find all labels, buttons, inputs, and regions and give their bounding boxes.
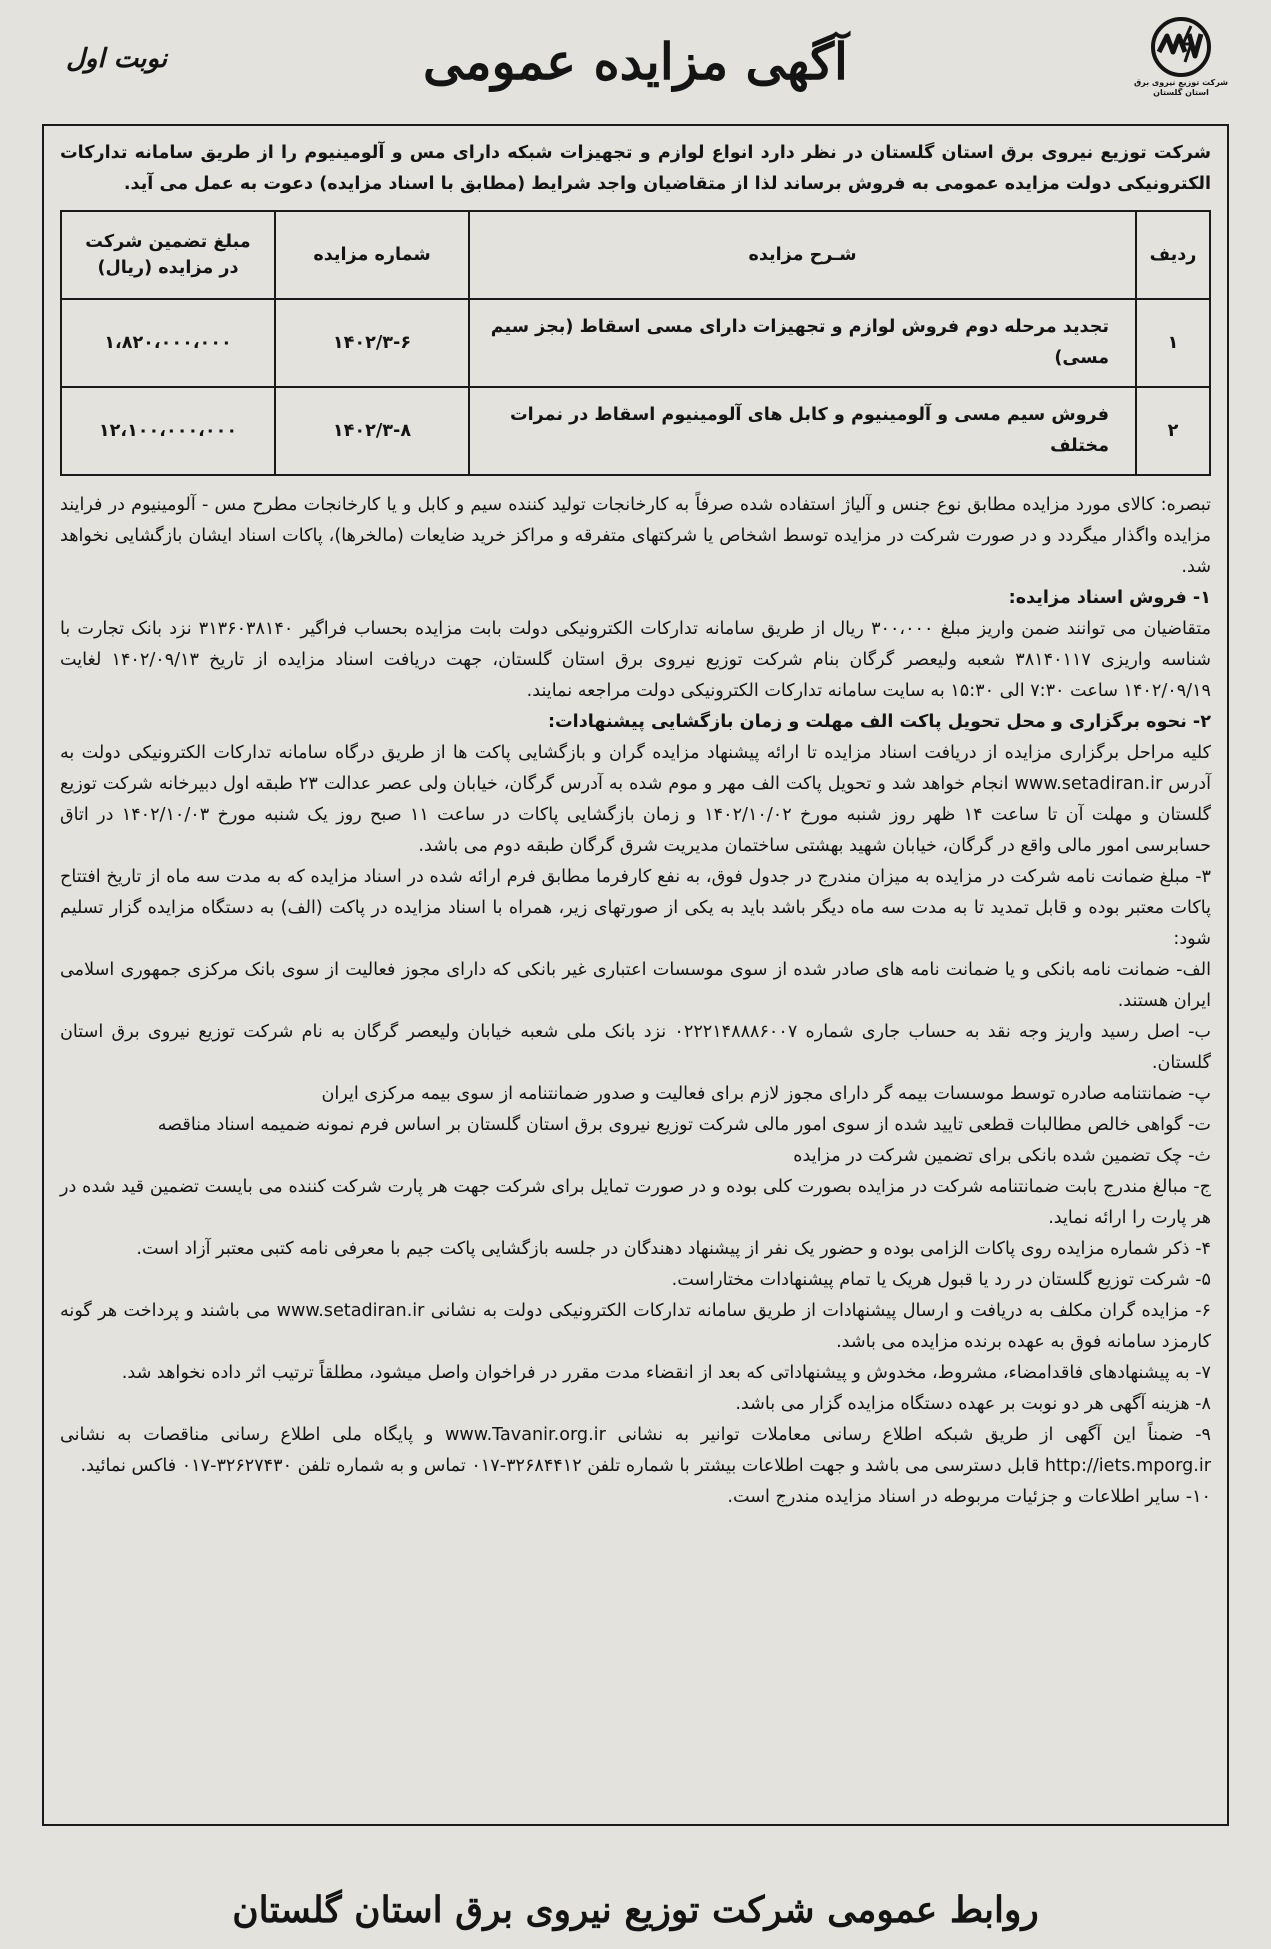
footer-signature: روابط عمومی شرکت توزیع نیروی برق استان گلستان — [232, 1889, 1039, 1931]
section-2-body: کلیه مراحل برگزاری مزایده از دریافت اسناد مزایده تا ارائه پیشنهاد مزایده گران و بازگشایی پاکت ها از طریق درگاه سامانه تدارکات الکترونیکی دولت به آدرس www.setadiran.ir انجام خواهد شد و تحویل پاکت الف مهر و موم شده به آدرس گرگان، خیابان ولی عصر عدالت ۲۳ طبقه اول دبیرخانه شرکت توزیع گلستان و مهلت آن تا ساعت ۱۴ ظهر روز شنبه مورخ ۱۴۰۲/۱۰/۰۲ و زمان بازگشایی پاکات در ساعت ۱۱ صبح روز یک شنبه مورخ ۱۴۰۲/۱۰/۰۳ در اتاق حسابرسی امور مالی واقع در گرگان، خیابان شهید بهشتی ساختمان مدیریت شرق گرگان طبقه دوم می باشد. — [60, 743, 1212, 856]
note-paragraph: تبصره: کالای مورد مزایده مطابق نوع جنس و آلیاژ استفاده شده صرفاً به کارخانجات تولید کننده سیم و کابل و یا کارخانجات مطرح مس - آلومینیوم در فرایند مزایده واگذار میگردد و در صورت شرکت در مزایده توسط اشخاص یا شرکتهای متفرقه و مراکز خرید ضایعات (مالخرها)، پاکات اسناد ایشان بازگشایی نخواهد شد. — [60, 495, 1211, 577]
header — [30, 14, 1241, 114]
col-header-auction-number: شماره مزایده — [275, 211, 469, 299]
notice-box — [42, 124, 1229, 1826]
section-3: ۳- مبلغ ضمانت نامه شرکت در مزایده به میزان مندرج در جدول فوق، به نفع کارفرما مطابق فرم ارائه شده در اسناد مزایده که به مدت سه ماه از تاریخ افتتاح پاکات معتبر بوده و قابل تمدید تا به مدت سه ماه دیگر باشد باید به یکی از صورتهای زیر، همراه با اسناد مزایده در پاکت (الف) به دستگاه مزایده گزار تسلیم شود: — [60, 867, 1211, 949]
table-row — [61, 387, 1210, 475]
cell-guarantee-amount: ۱۲،۱۰۰،۰۰۰،۰۰۰ — [61, 387, 275, 475]
section-6: ۶- مزایده گران مکلف به دریافت و ارسال پیشنهادات از طریق سامانه تدارکات الکترونیکی دولت به نشانی www.setadiran.ir می باشند و پرداخت هر گونه کارمزد سامانه فوق به عهده برنده مزایده می باشد. — [60, 1301, 1211, 1352]
section-3-item-a: الف- ضمانت نامه بانکی و یا ضمانت نامه های صادر شده از سوی موسسات اعتباری غیر بانکی که دارای مجوز فعالیت از سوی بانک مرکزی جمهوری اسلامی ایران هستند. — [60, 960, 1211, 1011]
section-3-item-j: ج- مبالغ مندرج بابت ضمانتنامه شرکت در مزایده بصورت کلی بوده و در صورت تمایل برای شرکت جهت هر پارت شرکت کننده می بایست تضمین قید شده در هر پارت را ارائه نماید. — [60, 1177, 1211, 1228]
guarantee-header-line-2: در مزایده (ریال) — [97, 258, 239, 278]
section-3-item-p: پ- ضمانتنامه صادره توسط موسسات بیمه گر دارای مجوز لازم برای فعالیت و صدور ضمانتنامه از سوی بیمه مرکزی ایران — [321, 1084, 1211, 1104]
guarantee-header-line-1: مبلغ تضمین شرکت — [85, 232, 251, 252]
section-3-item-b: ب- اصل رسید واریز وجه نقد به حساب جاری شماره ۰۲۲۲۱۴۸۸۸۶۰۰۷ نزد بانک ملی شعبه خیابان ولیعصر گرگان به نام شرکت توزیع نیروی برق استان گلستان. — [60, 1022, 1211, 1073]
section-3-item-th: ث- چک تضمین شده بانکی برای تضمین شرکت در مزایده — [793, 1146, 1211, 1166]
logo-text-2: استان گلستان — [1153, 88, 1209, 97]
cell-auction-number: ۱۴۰۲/۳-۶ — [275, 299, 469, 387]
section-5: ۵- شرکت توزیع گلستان در رد یا قبول هریک یا تمام پیشنهادات مختاراست. — [671, 1270, 1211, 1290]
section-4: ۴- ذکر شماره مزایده روی پاکات الزامی بوده و حضور یک نفر از پیشنهاد دهندگان در جلسه بازگشایی پاکت جیم با معرفی نامه کتبی معتبر آزاد است. — [136, 1239, 1211, 1259]
section-8: ۸- هزینه آگهی هر دو نوبت بر عهده دستگاه مزایده گزار می باشد. — [735, 1394, 1211, 1414]
section-10: ۱۰- سایر اطلاعات و جزئیات مربوطه در اسناد مزایده مندرج است. — [727, 1487, 1211, 1507]
logo-text-1: شرکت توزیع نیروی برق — [1133, 78, 1229, 87]
col-header-guarantee-amount — [61, 211, 275, 299]
auction-items-table — [60, 210, 1211, 476]
cell-guarantee-amount: ۱،۸۲۰،۰۰۰،۰۰۰ — [61, 299, 275, 387]
col-header-description: شـرح مزایده — [469, 211, 1136, 299]
cell-description: تجدید مرحله دوم فروش لوازم و تجهیزات دارای مسی اسقاط (بجز سیم مسی) — [469, 299, 1136, 387]
table-row — [61, 299, 1210, 387]
section-3-item-t: ت- گواهی خالص مطالبات قطعی تایید شده از سوی امور مالی شرکت توزیع نیروی برق استان گلستان بر اساس فرم نمونه ضمیمه اسناد مناقصه — [157, 1115, 1211, 1135]
section-9: ۹- ضمناً این آگهی از طریق شبکه اطلاع رسانی معاملات توانیر به نشانی www.Tavanir.org.ir و پایگاه ملی اطلاع رسانی مناقصات به نشانی http://iets.mporg.ir قابل دسترسی می باشد و جهت اطلاعات بیشتر با شماره تلفن ۳۲۶۸۴۴۱۲-۰۱۷ تماس و به شماره تلفن ۳۲۶۲۷۴۳۰-۰۱۷ فاکس نمائید. — [60, 1425, 1211, 1476]
cell-row-number: ۲ — [1136, 387, 1210, 475]
intro-paragraph: شرکت توزیع نیروی برق استان گلستان در نظر دارد انواع لوازم و تجهیزات شبکه دارای مس و آلومینیوم را از طریق سامانه تدارکات الکترونیکی دولت مزایده عمومی به فروش برساند لذا از متقاضیان واجد شرایط (مطابق با اسناد مزایده) دعوت به عمل می آید. — [60, 143, 1211, 194]
section-7: ۷- به پیشنهادهای فاقدامضاء، مشروط، مخدوش و پیشنهاداتی که بعد از انقضاء مدت مقرر در فراخوان واصل میشود، مطلقاً ترتیب اثر داده نخواهد شد. — [121, 1363, 1211, 1383]
cell-auction-number: ۱۴۰۲/۳-۸ — [275, 387, 469, 475]
cell-row-number: ۱ — [1136, 299, 1210, 387]
page-title: آگهی مزایده عمومی — [423, 32, 848, 91]
publication-round: نوبت اول — [66, 44, 168, 74]
cell-description: فروش سیم مسی و آلومینیوم و کابل های آلومینیوم اسقاط در نمرات مختلف — [469, 387, 1136, 475]
col-header-row-number: ردیف — [1136, 211, 1210, 299]
section-1-body: متقاضیان می توانند ضمن واریز مبلغ ۳۰۰،۰۰۰ ریال از طریق سامانه تدارکات الکترونیکی دولت بابت مزایده بحساب فراگیر ۳۱۳۶۰۳۸۱۴۰ نزد بانک تجارت با شناسه واریزی ۳۸۱۴۰۱۱۷ شعبه ولیعصر گرگان بنام شرکت توزیع نیروی برق استان گلستان، جهت دریافت اسناد مزایده از تاریخ ۱۴۰۲/۰۹/۱۳ لغایت ۱۴۰۲/۰۹/۱۹ ساعت ۷:۳۰ الی ۱۵:۳۰ به سایت سامانه تدارکات الکترونیکی دولت مراجعه نمایند. — [60, 619, 1212, 701]
section-2-title: ۲- نحوه برگزاری و محل تحویل پاکت الف مهلت و زمان بازگشایی پیشنهادات: — [547, 712, 1211, 732]
table-header-row — [61, 211, 1210, 299]
section-1-title: ۱- فروش اسناد مزایده: — [1008, 588, 1211, 608]
